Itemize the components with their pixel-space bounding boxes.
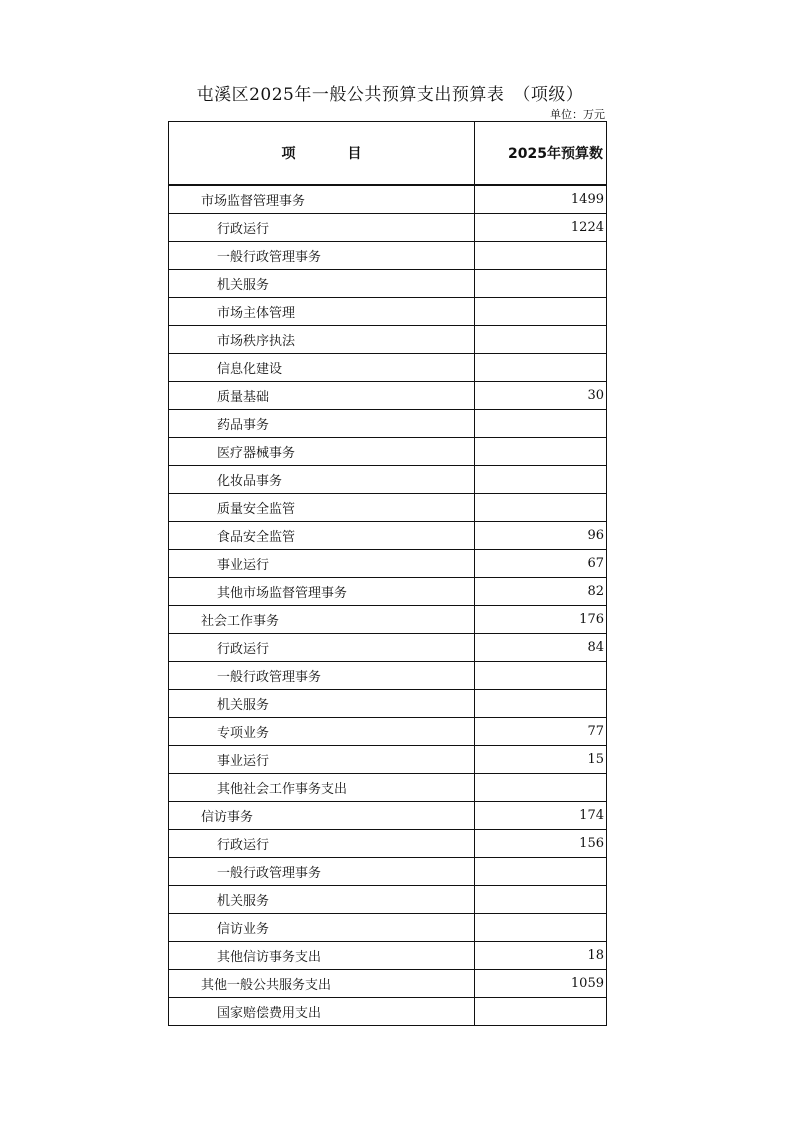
table-row xyxy=(169,410,607,438)
table-row xyxy=(169,830,607,858)
table-row xyxy=(169,494,607,522)
table-row xyxy=(169,886,607,914)
item-amount xyxy=(475,298,607,326)
item-amount xyxy=(475,466,607,494)
item-name: 市场秩序执法 xyxy=(169,326,475,354)
table-header xyxy=(169,122,607,186)
table-row xyxy=(169,354,607,382)
item-amount: 1059 xyxy=(475,970,607,998)
table-row xyxy=(169,185,607,214)
table-row xyxy=(169,270,607,298)
unit-label: 单位：万元 xyxy=(550,108,605,121)
table-body xyxy=(169,185,607,1026)
table-row xyxy=(169,914,607,942)
item-name: 事业运行 xyxy=(169,746,475,774)
item-amount xyxy=(475,690,607,718)
item-name: 一般行政管理事务 xyxy=(169,242,475,270)
item-amount: 176 xyxy=(475,606,607,634)
item-amount: 1224 xyxy=(475,214,607,242)
header-row xyxy=(169,122,607,186)
item-name: 社会工作事务 xyxy=(169,606,475,634)
item-amount xyxy=(475,242,607,270)
item-name: 其他市场监督管理事务 xyxy=(169,578,475,606)
item-amount: 30 xyxy=(475,382,607,410)
item-amount: 15 xyxy=(475,746,607,774)
item-name: 专项业务 xyxy=(169,718,475,746)
table-row xyxy=(169,634,607,662)
table-row xyxy=(169,214,607,242)
item-amount xyxy=(475,354,607,382)
item-amount: 156 xyxy=(475,830,607,858)
item-amount: 96 xyxy=(475,522,607,550)
table-row xyxy=(169,802,607,830)
item-name: 食品安全监管 xyxy=(169,522,475,550)
item-name: 市场监督管理事务 xyxy=(169,185,475,214)
item-name: 国家赔偿费用支出 xyxy=(169,998,475,1026)
item-amount: 84 xyxy=(475,634,607,662)
item-name: 质量基础 xyxy=(169,382,475,410)
item-name: 一般行政管理事务 xyxy=(169,858,475,886)
item-name: 医疗器械事务 xyxy=(169,438,475,466)
item-name: 机关服务 xyxy=(169,270,475,298)
item-header-right: 目 xyxy=(347,146,362,162)
table-row xyxy=(169,774,607,802)
table-row xyxy=(169,550,607,578)
table-row xyxy=(169,466,607,494)
item-name: 机关服务 xyxy=(169,690,475,718)
item-amount xyxy=(475,914,607,942)
item-amount: 1499 xyxy=(475,185,607,214)
table-row xyxy=(169,718,607,746)
item-name: 药品事务 xyxy=(169,410,475,438)
table-row xyxy=(169,242,607,270)
item-amount xyxy=(475,270,607,298)
item-amount xyxy=(475,662,607,690)
table-row xyxy=(169,662,607,690)
budget-table xyxy=(168,121,607,1026)
table-row xyxy=(169,326,607,354)
item-amount: 67 xyxy=(475,550,607,578)
table-row xyxy=(169,746,607,774)
table-row xyxy=(169,522,607,550)
table-row xyxy=(169,438,607,466)
item-amount xyxy=(475,858,607,886)
item-name: 信访业务 xyxy=(169,914,475,942)
item-amount: 82 xyxy=(475,578,607,606)
item-amount xyxy=(475,774,607,802)
item-amount xyxy=(475,494,607,522)
item-name: 其他一般公共服务支出 xyxy=(169,970,475,998)
item-name: 其他社会工作事务支出 xyxy=(169,774,475,802)
item-amount xyxy=(475,326,607,354)
item-amount: 18 xyxy=(475,942,607,970)
item-name: 机关服务 xyxy=(169,886,475,914)
item-name: 行政运行 xyxy=(169,830,475,858)
item-column-header xyxy=(169,122,475,186)
table-row xyxy=(169,942,607,970)
item-name: 信访事务 xyxy=(169,802,475,830)
item-name: 其他信访事务支出 xyxy=(169,942,475,970)
table-row xyxy=(169,382,607,410)
item-amount xyxy=(475,886,607,914)
table-row xyxy=(169,970,607,998)
amount-column-header: 2025年预算数 xyxy=(475,122,607,186)
item-name: 信息化建设 xyxy=(169,354,475,382)
item-name: 行政运行 xyxy=(169,214,475,242)
item-name: 化妆品事务 xyxy=(169,466,475,494)
table-row xyxy=(169,858,607,886)
item-amount xyxy=(475,438,607,466)
table-row xyxy=(169,578,607,606)
item-name: 一般行政管理事务 xyxy=(169,662,475,690)
item-amount: 77 xyxy=(475,718,607,746)
item-header-left: 项 xyxy=(281,146,296,162)
table-row xyxy=(169,606,607,634)
item-amount xyxy=(475,998,607,1026)
item-name: 行政运行 xyxy=(169,634,475,662)
item-name: 质量安全监管 xyxy=(169,494,475,522)
page-title: 屯溪区2025年一般公共预算支出预算表 （项级） xyxy=(196,85,584,105)
item-amount: 174 xyxy=(475,802,607,830)
item-name: 市场主体管理 xyxy=(169,298,475,326)
table-row xyxy=(169,998,607,1026)
item-name: 事业运行 xyxy=(169,550,475,578)
item-amount xyxy=(475,410,607,438)
table-row xyxy=(169,298,607,326)
table-row xyxy=(169,690,607,718)
